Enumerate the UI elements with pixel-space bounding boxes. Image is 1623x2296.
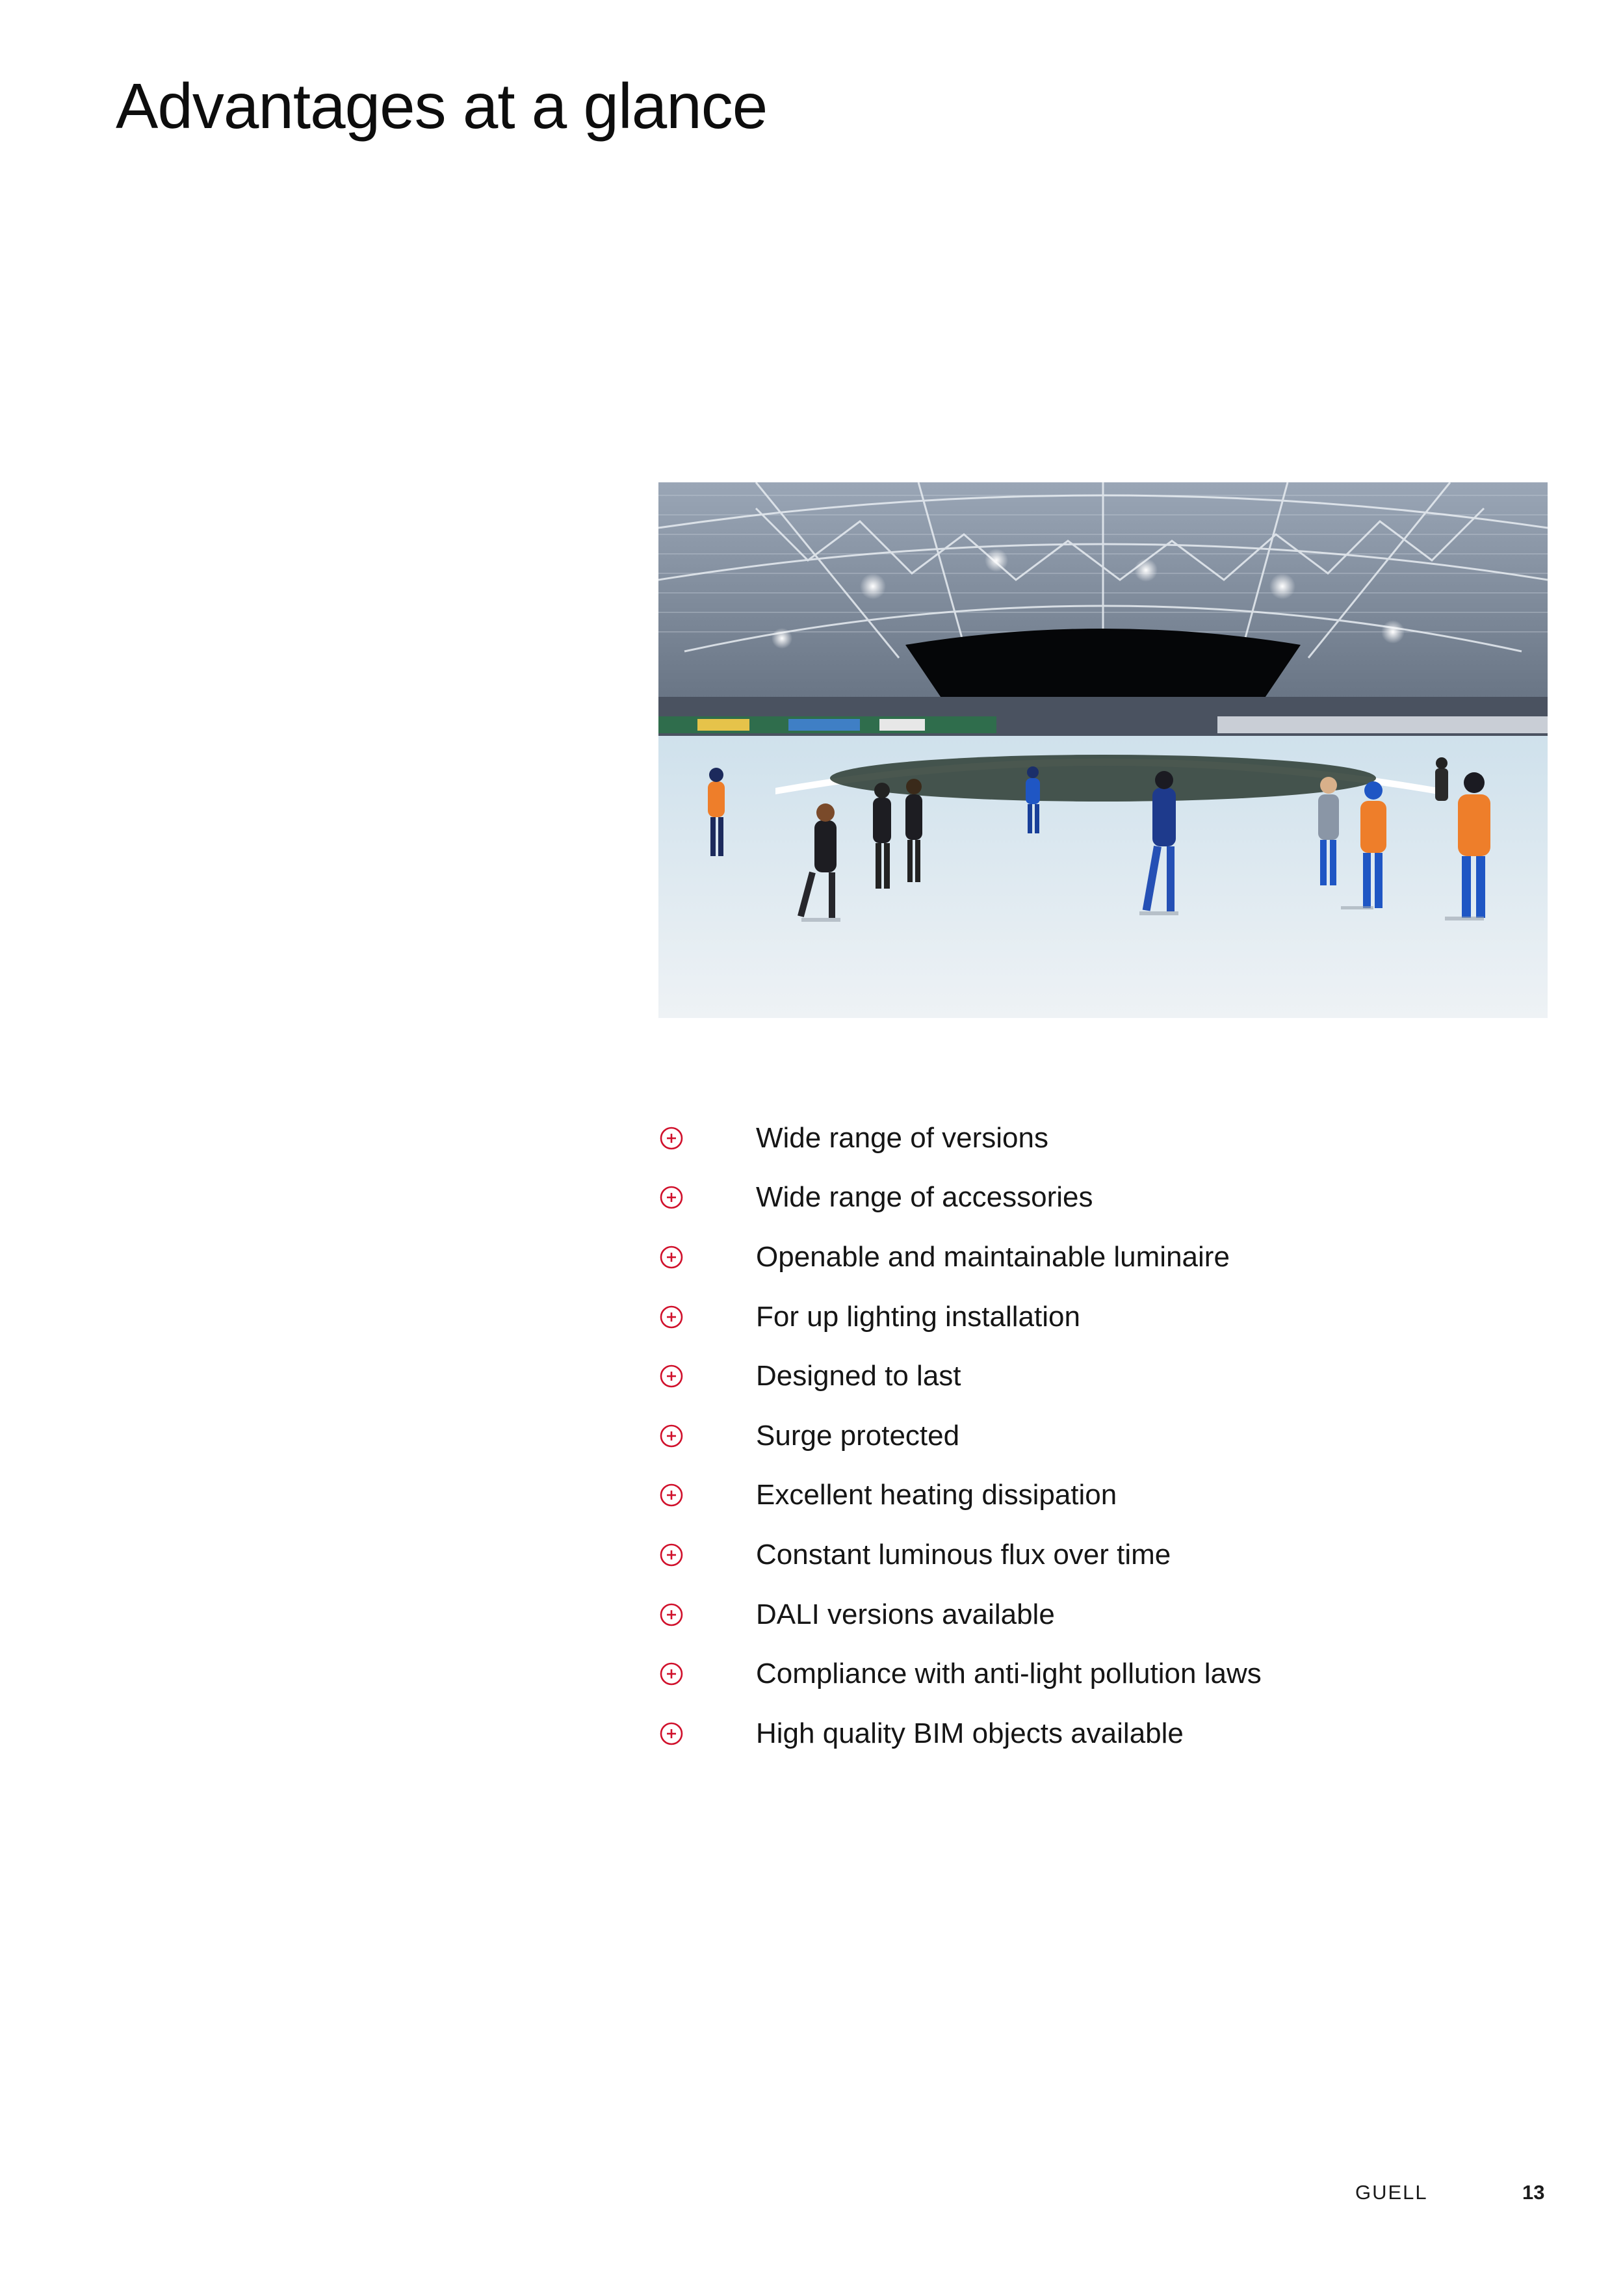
list-item — [658, 1525, 1568, 1585]
plus-circle-icon — [658, 1184, 684, 1210]
list-item-label: Wide range of versions — [756, 1121, 1048, 1154]
plus-circle-icon — [658, 1661, 684, 1687]
plus-circle-icon — [658, 1125, 684, 1151]
list-item — [658, 1346, 1568, 1406]
list-item — [658, 1585, 1568, 1645]
list-item — [658, 1227, 1568, 1287]
plus-circle-icon — [658, 1602, 684, 1628]
list-item-label: Designed to last — [756, 1360, 961, 1392]
list-item-label: DALI versions available — [756, 1598, 1055, 1630]
plus-circle-icon — [658, 1542, 684, 1568]
list-item-label: Surge protected — [756, 1419, 960, 1452]
list-item — [658, 1704, 1568, 1764]
plus-circle-icon — [658, 1363, 684, 1389]
page-title: Advantages at a glance — [116, 70, 768, 142]
list-item — [658, 1108, 1568, 1168]
list-item-label: For up lighting installation — [756, 1300, 1080, 1333]
plus-circle-icon — [658, 1423, 684, 1449]
list-item-label: High quality BIM objects available — [756, 1717, 1184, 1749]
page-number: 13 — [1522, 2181, 1545, 2204]
list-item-label: Excellent heating dissipation — [756, 1479, 1117, 1511]
plus-circle-icon — [658, 1244, 684, 1270]
list-item — [658, 1406, 1568, 1466]
hero-image — [658, 482, 1548, 1018]
plus-circle-icon — [658, 1721, 684, 1747]
list-item — [658, 1466, 1568, 1526]
list-item-label: Wide range of accessories — [756, 1181, 1093, 1214]
list-item-label: Constant luminous flux over time — [756, 1538, 1171, 1571]
footer-brand: GUELL — [1355, 2181, 1428, 2204]
plus-circle-icon — [658, 1304, 684, 1330]
list-item-label: Compliance with anti-light pollution laws — [756, 1658, 1262, 1690]
list-item — [658, 1287, 1568, 1347]
plus-circle-icon — [658, 1482, 684, 1508]
advantages-list — [658, 1108, 1568, 1764]
list-item — [658, 1644, 1568, 1704]
list-item-label: Openable and maintainable luminaire — [756, 1240, 1230, 1273]
list-item — [658, 1168, 1568, 1228]
